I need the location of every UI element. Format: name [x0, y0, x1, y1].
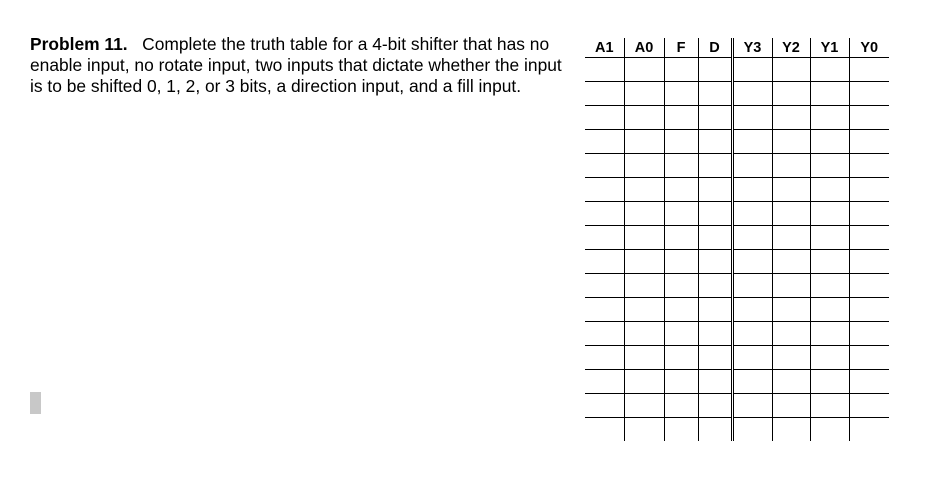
header-y1: Y1: [810, 38, 849, 58]
cell-y3[interactable]: [732, 82, 772, 106]
cell-y3[interactable]: [732, 322, 772, 346]
cell-y3[interactable]: [732, 274, 772, 298]
cell-f[interactable]: [664, 370, 698, 394]
cell-a1[interactable]: [585, 274, 624, 298]
cell-y3[interactable]: [732, 178, 772, 202]
table-row: [585, 106, 889, 130]
table-row: [585, 418, 889, 442]
cell-y1[interactable]: [810, 370, 849, 394]
cell-y0[interactable]: [849, 346, 889, 370]
cell-d[interactable]: [698, 154, 732, 178]
cell-y0[interactable]: [849, 250, 889, 274]
cell-y1[interactable]: [810, 298, 849, 322]
cell-y0[interactable]: [849, 274, 889, 298]
cell-a1[interactable]: [585, 226, 624, 250]
cell-y0[interactable]: [849, 130, 889, 154]
cell-f[interactable]: [664, 154, 698, 178]
cell-f[interactable]: [664, 202, 698, 226]
cell-f[interactable]: [664, 178, 698, 202]
cell-f[interactable]: [664, 130, 698, 154]
cell-a1[interactable]: [585, 178, 624, 202]
cell-a0[interactable]: [624, 106, 664, 130]
cell-d[interactable]: [698, 322, 732, 346]
cell-a0[interactable]: [624, 202, 664, 226]
cell-y1[interactable]: [810, 226, 849, 250]
header-a1: A1: [585, 38, 624, 58]
header-d: D: [698, 38, 732, 58]
header-y3: Y3: [732, 38, 772, 58]
cell-y0[interactable]: [849, 202, 889, 226]
cell-y3[interactable]: [732, 202, 772, 226]
cell-y3[interactable]: [732, 418, 772, 442]
table-row: [585, 154, 889, 178]
cell-y2[interactable]: [772, 346, 810, 370]
cell-a1[interactable]: [585, 106, 624, 130]
cell-f[interactable]: [664, 226, 698, 250]
cell-a0[interactable]: [624, 58, 664, 82]
table-row: [585, 274, 889, 298]
cell-y0[interactable]: [849, 322, 889, 346]
cell-a1[interactable]: [585, 298, 624, 322]
truth-table-body: [585, 58, 889, 442]
table-row: [585, 394, 889, 418]
cell-y2[interactable]: [772, 82, 810, 106]
cell-a0[interactable]: [624, 370, 664, 394]
cell-a0[interactable]: [624, 226, 664, 250]
cell-a0[interactable]: [624, 250, 664, 274]
cell-a0[interactable]: [624, 130, 664, 154]
cell-y2[interactable]: [772, 274, 810, 298]
cell-f[interactable]: [664, 322, 698, 346]
cell-y1[interactable]: [810, 58, 849, 82]
cell-y1[interactable]: [810, 250, 849, 274]
cell-d[interactable]: [698, 346, 732, 370]
cell-d[interactable]: [698, 274, 732, 298]
cell-a0[interactable]: [624, 346, 664, 370]
cell-a1[interactable]: [585, 154, 624, 178]
cell-y1[interactable]: [810, 418, 849, 442]
cell-d[interactable]: [698, 178, 732, 202]
cell-a0[interactable]: [624, 394, 664, 418]
cell-y2[interactable]: [772, 298, 810, 322]
cell-y3[interactable]: [732, 346, 772, 370]
cell-a0[interactable]: [624, 154, 664, 178]
cell-y3[interactable]: [732, 154, 772, 178]
cell-f[interactable]: [664, 298, 698, 322]
cell-y0[interactable]: [849, 298, 889, 322]
cell-a1[interactable]: [585, 58, 624, 82]
cell-y0[interactable]: [849, 226, 889, 250]
problem-label: Problem 11.: [30, 34, 128, 54]
truth-table-header-row: [585, 38, 889, 58]
table-row: [585, 250, 889, 274]
cell-a1[interactable]: [585, 322, 624, 346]
cell-f[interactable]: [664, 346, 698, 370]
header-y2: Y2: [772, 38, 810, 58]
cell-a1[interactable]: [585, 394, 624, 418]
table-row: [585, 178, 889, 202]
cell-y2[interactable]: [772, 394, 810, 418]
cell-y3[interactable]: [732, 130, 772, 154]
cell-d[interactable]: [698, 58, 732, 82]
cell-y2[interactable]: [772, 178, 810, 202]
cell-a0[interactable]: [624, 418, 664, 442]
cell-y1[interactable]: [810, 202, 849, 226]
header-y0: Y0: [849, 38, 889, 58]
cell-a0[interactable]: [624, 322, 664, 346]
cell-y3[interactable]: [732, 370, 772, 394]
cell-y2[interactable]: [772, 250, 810, 274]
cell-y3[interactable]: [732, 250, 772, 274]
cell-y0[interactable]: [849, 418, 889, 442]
cell-y2[interactable]: [772, 370, 810, 394]
cell-d[interactable]: [698, 370, 732, 394]
cell-a1[interactable]: [585, 82, 624, 106]
text-cursor-marker: [30, 392, 41, 414]
cell-y3[interactable]: [732, 58, 772, 82]
cell-f[interactable]: [664, 106, 698, 130]
cell-y3[interactable]: [732, 226, 772, 250]
cell-a0[interactable]: [624, 274, 664, 298]
cell-y1[interactable]: [810, 130, 849, 154]
table-row: [585, 82, 889, 106]
cell-y3[interactable]: [732, 394, 772, 418]
cell-f[interactable]: [664, 394, 698, 418]
cell-y2[interactable]: [772, 154, 810, 178]
cell-a0[interactable]: [624, 298, 664, 322]
cell-y3[interactable]: [732, 106, 772, 130]
cell-d[interactable]: [698, 418, 732, 442]
cell-d[interactable]: [698, 130, 732, 154]
cell-y1[interactable]: [810, 346, 849, 370]
cell-a1[interactable]: [585, 418, 624, 442]
cell-y1[interactable]: [810, 178, 849, 202]
cell-a1[interactable]: [585, 250, 624, 274]
header-f: F: [664, 38, 698, 58]
cell-y2[interactable]: [772, 106, 810, 130]
table-row: [585, 370, 889, 394]
cell-d[interactable]: [698, 298, 732, 322]
cell-a1[interactable]: [585, 346, 624, 370]
header-a0: A0: [624, 38, 664, 58]
cell-d[interactable]: [698, 82, 732, 106]
cell-f[interactable]: [664, 250, 698, 274]
table-row: [585, 298, 889, 322]
cell-d[interactable]: [698, 106, 732, 130]
cell-d[interactable]: [698, 250, 732, 274]
cell-a1[interactable]: [585, 202, 624, 226]
cell-y2[interactable]: [772, 202, 810, 226]
table-row: [585, 346, 889, 370]
cell-y0[interactable]: [849, 370, 889, 394]
cell-y1[interactable]: [810, 82, 849, 106]
cell-y3[interactable]: [732, 298, 772, 322]
cell-d[interactable]: [698, 202, 732, 226]
cell-a1[interactable]: [585, 130, 624, 154]
cell-f[interactable]: [664, 82, 698, 106]
problem-text: Complete the truth table for a 4-bit shifter that has no enable input, no rotate input, two inputs that dictate whether the input is to be shifted 0, 1, 2, or 3 bits, a direction input, and a fill input.: [30, 34, 562, 96]
cell-y0[interactable]: [849, 178, 889, 202]
table-row: [585, 202, 889, 226]
cell-d[interactable]: [698, 226, 732, 250]
table-row: [585, 322, 889, 346]
table-row: [585, 58, 889, 82]
table-row: [585, 226, 889, 250]
cell-y0[interactable]: [849, 106, 889, 130]
cell-a0[interactable]: [624, 178, 664, 202]
cell-f[interactable]: [664, 274, 698, 298]
cell-y2[interactable]: [772, 130, 810, 154]
table-row: [585, 130, 889, 154]
cell-y1[interactable]: [810, 154, 849, 178]
cell-y0[interactable]: [849, 394, 889, 418]
cell-y1[interactable]: [810, 322, 849, 346]
cell-y1[interactable]: [810, 394, 849, 418]
cell-y0[interactable]: [849, 154, 889, 178]
cell-y2[interactable]: [772, 418, 810, 442]
cell-a0[interactable]: [624, 82, 664, 106]
cell-y1[interactable]: [810, 106, 849, 130]
cell-f[interactable]: [664, 58, 698, 82]
cell-f[interactable]: [664, 418, 698, 442]
cell-y0[interactable]: [849, 82, 889, 106]
cell-d[interactable]: [698, 394, 732, 418]
cell-a1[interactable]: [585, 370, 624, 394]
truth-table: [585, 38, 889, 441]
cell-y2[interactable]: [772, 226, 810, 250]
cell-y0[interactable]: [849, 58, 889, 82]
cell-y1[interactable]: [810, 274, 849, 298]
cell-y2[interactable]: [772, 322, 810, 346]
cell-y2[interactable]: [772, 58, 810, 82]
problem-statement: [30, 34, 570, 97]
